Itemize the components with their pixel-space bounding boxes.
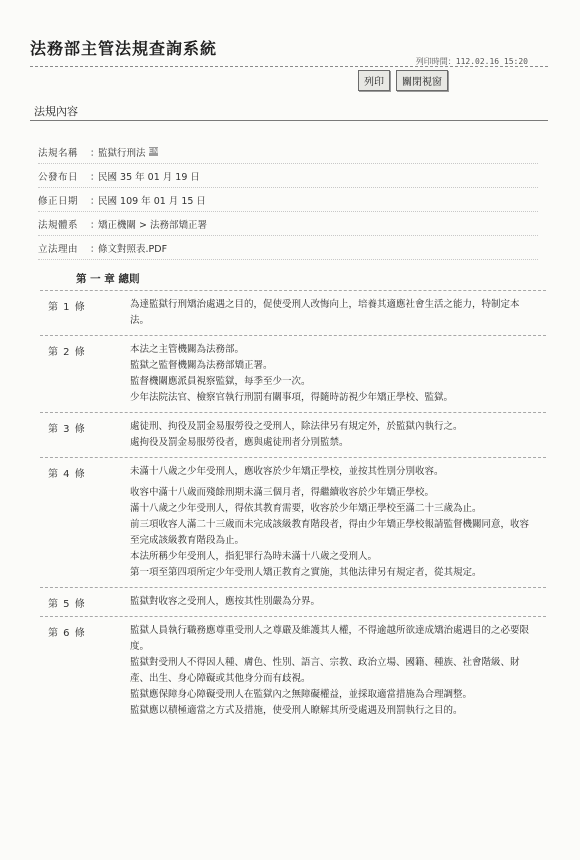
article-paragraph: 前三項收容人滿二十三歲而未完成該級教育階段者，得由少年矯正學校報請監督機關同意，收容至完成該級教育階段為止。 — [130, 519, 530, 546]
article-text — [130, 336, 546, 412]
section-divider — [30, 120, 548, 121]
meta-label: 法規體系 — [38, 219, 79, 231]
close-window-button[interactable]: 關閉視窗 — [396, 70, 448, 91]
article-text — [130, 291, 546, 335]
article-paragraph: 本法之主管機關為法務部。 — [130, 344, 245, 355]
article-paragraph: 監督機關應派員視察監獄，每季至少一次。 — [130, 376, 311, 387]
meta-value: 民國 35 年 01 月 19 日 — [98, 171, 200, 183]
article-number[interactable]: 第 3 條 — [48, 424, 86, 435]
article-paragraph: 收容中滿十八歲而殘餘刑期未滿三個月者，得繼續收容於少年矯正學校。 — [130, 487, 435, 498]
toolbar — [358, 70, 448, 91]
article-paragraph: 監獄對收容之受刑人，應按其性別嚴為分界。 — [130, 596, 321, 607]
article-row — [40, 335, 546, 412]
law-name-link[interactable]: 監獄行刑法 — [98, 147, 146, 159]
article-text — [130, 413, 546, 457]
article-row — [40, 587, 546, 616]
article-paragraph: 未滿十八歲之少年受刑人，應收容於少年矯正學校，並按其性別分別收容。 — [130, 466, 444, 477]
article-paragraph: 監獄之監督機關為法務部矯正署。 — [130, 360, 273, 371]
article-row — [40, 412, 546, 457]
meta-label: 立法理由 — [38, 243, 79, 255]
law-category-link[interactable]: 矯正機關 > 法務部矯正署 — [98, 219, 207, 231]
meta-label: 修正日期 — [38, 195, 79, 207]
meta-row-system: 法規體系 ： 矯正機關 > 法務部矯正署 — [38, 212, 538, 236]
article-paragraph: 處拘役及罰金易服勞役者，應與處徒刑者分別監禁。 — [130, 437, 349, 448]
article-paragraph: 少年法院法官、檢察官執行刑罰有關事項，得隨時訪視少年矯正學校、監獄。 — [130, 392, 454, 403]
chapter-heading: 第 一 章 總則 — [76, 273, 140, 285]
site-title: 法務部主管法規查詢系統 — [30, 39, 218, 58]
article-paragraph: 滿十八歲之少年受刑人，得依其教育需要，收容於少年矯正學校至滿二十三歲為止。 — [130, 503, 482, 514]
article-row — [40, 616, 546, 725]
article-number[interactable]: 第 4 條 — [48, 469, 86, 480]
article-number[interactable]: 第 2 條 — [48, 347, 86, 358]
article-text — [130, 588, 546, 616]
meta-row-amended: 修正日期 ： 民國 109 年 01 月 15 日 — [38, 188, 538, 212]
article-text — [130, 458, 546, 587]
article-row — [40, 457, 546, 587]
legislative-reason-pdf-link[interactable]: 條文對照表.PDF — [98, 243, 168, 255]
meta-row-reason: 立法理由 ： 條文對照表.PDF — [38, 236, 538, 260]
print-button[interactable]: 列印 — [358, 70, 390, 91]
article-text — [130, 617, 546, 725]
article-paragraph: 監獄對受刑人不得因人種、膚色、性別、語言、宗教、政治立場、國籍、種族、社會階級、財產、出生、身心障礙或其他身分而有歧視。 — [130, 657, 520, 684]
law-metadata — [38, 140, 538, 260]
meta-value: 民國 109 年 01 月 15 日 — [98, 195, 206, 207]
section-title: 法規內容 — [34, 105, 78, 118]
article-paragraph: 監獄人員執行職務應尊重受刑人之尊嚴及維護其人權，不得逾越所欲達成矯治處遇目的之必要限度。 — [130, 625, 530, 652]
article-paragraph: 監獄應保障身心障礙受刑人在監獄內之無障礙權益，並採取適當措施為合理調整。 — [130, 689, 473, 700]
english-version-icon[interactable]: EN — [148, 147, 159, 155]
header-divider — [30, 66, 548, 67]
meta-label: 公發布日 — [38, 171, 79, 183]
article-number[interactable]: 第 6 條 — [48, 628, 86, 639]
article-row — [40, 290, 546, 335]
article-paragraph: 為達監獄行刑矯治處遇之目的，促使受刑人改悔向上，培養其適應社會生活之能力，特制定本法。 — [130, 299, 520, 326]
meta-row-name: 法規名稱 ： 監獄行刑法 EN — [38, 140, 538, 164]
article-paragraph: 監獄應以積極適當之方式及措施，使受刑人瞭解其所受處遇及刑罰執行之目的。 — [130, 705, 463, 716]
meta-label: 法規名稱 — [38, 147, 79, 159]
article-paragraph: 本法所稱少年受刑人，指犯罪行為時未滿十八歲之受刑人。 — [130, 551, 378, 562]
meta-row-promulgated: 公發布日 ： 民國 35 年 01 月 19 日 — [38, 164, 538, 188]
article-number[interactable]: 第 1 條 — [48, 302, 86, 313]
article-paragraph: 處徒刑、拘役及罰金易服勞役之受刑人，除法律另有規定外，於監獄內執行之。 — [130, 421, 463, 432]
article-paragraph: 第一項至第四項所定少年受刑人矯正教育之實施，其他法律另有規定者，從其規定。 — [130, 567, 482, 578]
article-list — [40, 290, 546, 725]
print-timestamp: 列印時間：112.02.16 15:20 — [415, 57, 528, 66]
article-number[interactable]: 第 5 條 — [48, 599, 86, 610]
